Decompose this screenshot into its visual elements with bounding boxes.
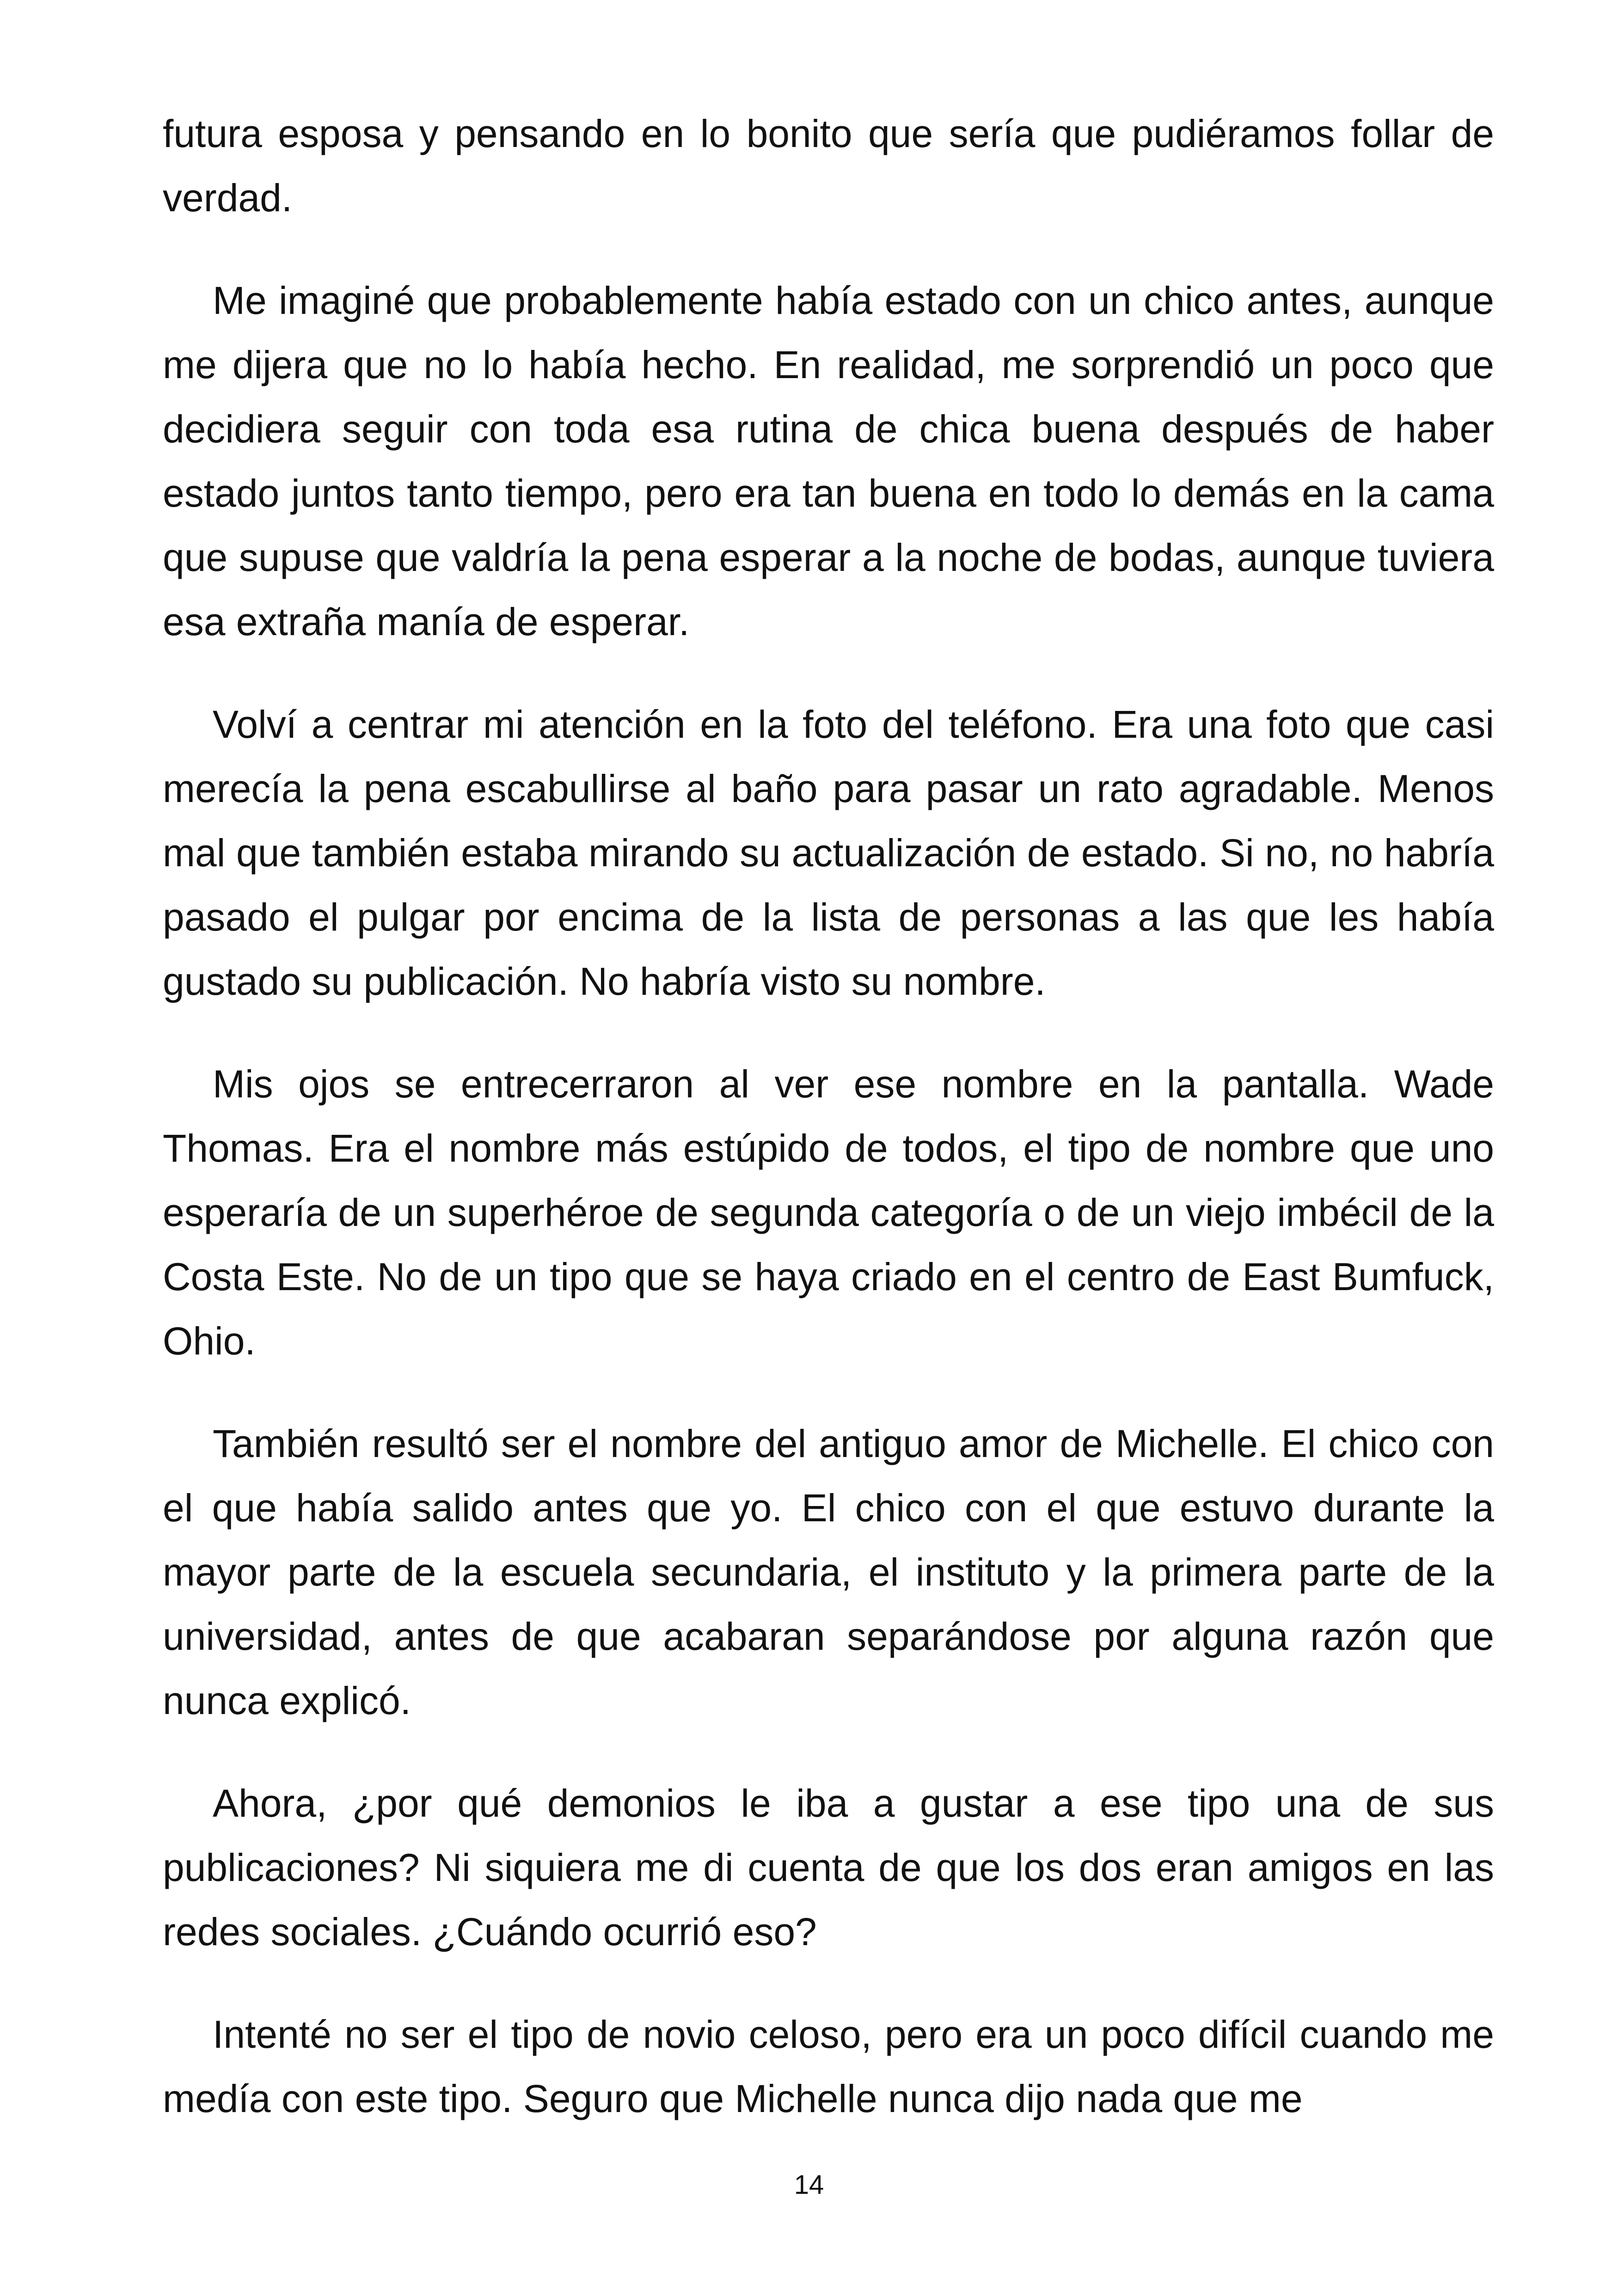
paragraph-3: Volví a centrar mi atención en la foto del teléfono. Era una foto que casi merecía la pena escabullirse al baño para pasar un rato agradable. Menos mal que también estaba mirando su actualización de estado. Si no, no habría pasado el pulgar por encima de la lista de personas a las que les había gustado su publicación. No habría visto su nombre. — [163, 703, 1494, 1003]
body-text — [163, 102, 1494, 2131]
paragraph-4: Mis ojos se entrecerraron al ver ese nombre en la pantalla. Wade Thomas. Era el nombre más estúpido de todos, el tipo de nombre que uno esperaría de un superhéroe de segunda categoría o de un viejo imbécil de la Costa Este. No de un tipo que se haya criado en el centro de East Bumfuck, Ohio. — [163, 1062, 1494, 1363]
page-number: 14 — [794, 2170, 824, 2200]
paragraph-2: Me imaginé que probablemente había estado con un chico antes, aunque me dijera que no lo había hecho. En realidad, me sorprendió un poco que decidiera seguir con toda esa rutina de chica buena después de haber estado juntos tanto tiempo, pero era tan buena en todo lo demás en la cama que supuse que valdría la pena esperar a la noche de bodas, aunque tuviera esa extraña manía de esperar. — [163, 279, 1494, 643]
paragraph-1: futura esposa y pensando en lo bonito que sería que pudiéramos follar de verdad. — [163, 112, 1494, 220]
paragraph-6: Ahora, ¿por qué demonios le iba a gustar a ese tipo una de sus publicaciones? Ni siquiera me di cuenta de que los dos eran amigos en las redes sociales. ¿Cuándo ocurrió eso? — [163, 1782, 1494, 1953]
paragraph-5: También resultó ser el nombre del antiguo amor de Michelle. El chico con el que había salido antes que yo. El chico con el que estuvo durante la mayor parte de la escuela secundaria, el instituto y la primera parte de la universidad, antes de que acabaran separándose por alguna razón que nunca explicó. — [163, 1422, 1494, 1722]
paragraph-7: Intenté no ser el tipo de novio celoso, pero era un poco difícil cuando me medía con este tipo. Seguro que Michelle nunca dijo nada que me — [163, 2013, 1494, 2120]
